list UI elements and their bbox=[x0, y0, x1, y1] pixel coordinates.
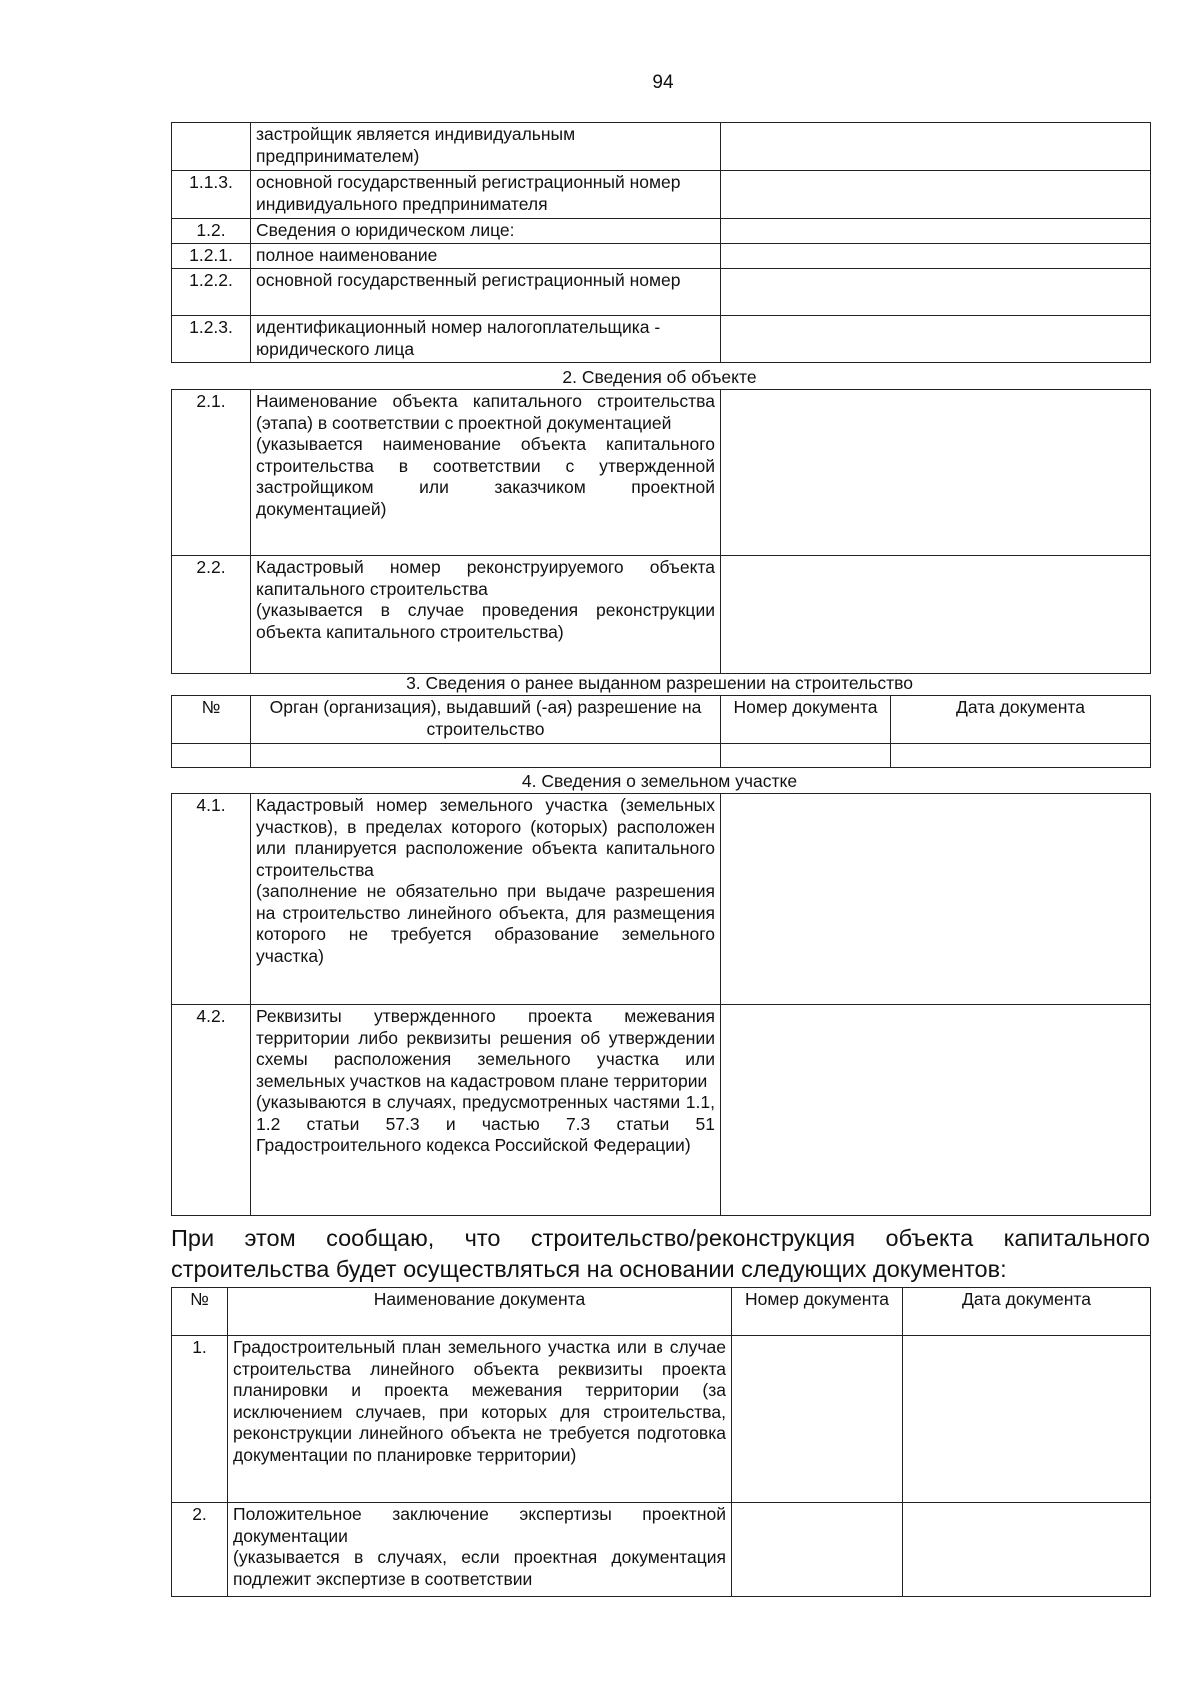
table-row bbox=[172, 1005, 1151, 1216]
section-2-title: 2. Сведения об объекте bbox=[562, 367, 757, 387]
row-value-cell[interactable] bbox=[721, 316, 1151, 363]
row-value-cell[interactable] bbox=[903, 1336, 1151, 1503]
intro-paragraph bbox=[171, 1223, 1150, 1285]
row-number: 2. bbox=[172, 1503, 228, 1597]
row-label bbox=[251, 390, 721, 556]
empty-cell[interactable] bbox=[172, 744, 251, 768]
column-header-number: № bbox=[172, 696, 251, 744]
column-header-organ: Орган (организация), выдавший (-ая) разрешение на строительство bbox=[251, 696, 721, 744]
column-header-doc-number: Номер документа bbox=[732, 1288, 903, 1336]
table-row bbox=[172, 556, 1151, 674]
row-label: застройщик является индивидуальным предпринимателем) bbox=[251, 123, 721, 171]
table-row bbox=[172, 1336, 1151, 1503]
documents-table bbox=[171, 1287, 1151, 1597]
empty-cell[interactable] bbox=[251, 744, 721, 768]
row-label-note: (указывается в случаях, если проектная документация подлежит экспертизе в соответствии bbox=[233, 1547, 726, 1589]
row-label bbox=[251, 556, 721, 674]
row-value-cell[interactable] bbox=[903, 1503, 1151, 1597]
row-label-text: Кадастровый номер реконструируемого объекта капитального строительства bbox=[256, 557, 715, 599]
section-3-title: 3. Сведения о ранее выданном разрешении на строительство bbox=[406, 673, 913, 693]
row-number: 1.2.3. bbox=[172, 316, 251, 363]
row-number: 1.2. bbox=[172, 219, 251, 244]
row-number: 2.1. bbox=[172, 390, 251, 556]
table-header-row bbox=[172, 696, 1151, 744]
row-number: 1. bbox=[172, 1336, 228, 1503]
previous-permit-table bbox=[171, 695, 1151, 768]
empty-cell[interactable] bbox=[721, 744, 891, 768]
column-header-doc-date: Дата документа bbox=[903, 1288, 1151, 1336]
row-value-cell[interactable] bbox=[721, 219, 1151, 244]
table-row bbox=[172, 171, 1151, 219]
row-label-note: (заполнение не обязательно при выдаче разрешения на строительство линейного объекта, для размещения которого не требуется образование земельного участка) bbox=[256, 881, 715, 966]
row-label: идентификационный номер налогоплательщика - юридического лица bbox=[251, 316, 721, 363]
row-label-text: Наименование объекта капитального строительства (этапа) в соответствии с проектной документацией bbox=[256, 391, 715, 433]
empty-cell[interactable] bbox=[891, 744, 1151, 768]
row-label-text: Кадастровый номер земельного участка (земельных участков), в пределах которого (которых) расположен или планируется расположение объекта капитального строительства bbox=[256, 795, 715, 880]
column-header-number: № bbox=[172, 1288, 228, 1336]
row-value-cell[interactable] bbox=[732, 1503, 903, 1597]
row-label-note: (указываются в случаях, предусмотренных частями 1.1, 1.2 статьи 57.3 и частью 7.3 статьи 51 Градостроительного кодекса Российской Федерации) bbox=[256, 1092, 715, 1155]
column-header-name: Наименование документа bbox=[228, 1288, 732, 1336]
table-row bbox=[172, 390, 1151, 556]
row-value-cell[interactable] bbox=[721, 123, 1151, 171]
row-label: Сведения о юридическом лице: bbox=[251, 219, 721, 244]
row-label-text: Реквизиты утвержденного проекта межевания территории либо реквизиты решения об утверждении схемы расположения земельного участка или земельных участков на кадастровом плане территории bbox=[256, 1006, 715, 1091]
row-number: 1.1.3. bbox=[172, 171, 251, 219]
intro-line-1: При этом сообщаю, что строительство/реконструкция объекта капитального bbox=[171, 1225, 1150, 1251]
table-row bbox=[172, 1503, 1151, 1597]
row-value-cell[interactable] bbox=[721, 794, 1151, 1005]
row-label: основной государственный регистрационный номер индивидуального предпринимателя bbox=[251, 171, 721, 219]
row-value-cell[interactable] bbox=[721, 556, 1151, 674]
page-number: 94 bbox=[652, 72, 674, 93]
row-label-note: (указывается наименование объекта капитального строительства в соответствии с утвержденной застройщиком или заказчиком проектной документацией) bbox=[256, 434, 715, 519]
table-header-row bbox=[172, 1288, 1151, 1336]
row-number: 1.2.1. bbox=[172, 244, 251, 269]
column-header-doc-number: Номер документа bbox=[721, 696, 891, 744]
row-value-cell[interactable] bbox=[732, 1336, 903, 1503]
row-number bbox=[172, 123, 251, 171]
row-number: 4.2. bbox=[172, 1005, 251, 1216]
row-value-cell[interactable] bbox=[721, 1005, 1151, 1216]
row-value-cell[interactable] bbox=[721, 244, 1151, 269]
object-info-table bbox=[171, 389, 1151, 674]
intro-line-2: строительства будет осуществляться на основании следующих документов: bbox=[171, 1256, 1007, 1282]
row-label-text: Положительное заключение экспертизы проектной документации bbox=[233, 1504, 726, 1546]
row-value-cell[interactable] bbox=[721, 171, 1151, 219]
row-label-note: (указывается в случае проведения реконструкции объекта капитального строительства) bbox=[256, 600, 715, 642]
column-header-doc-date: Дата документа bbox=[891, 696, 1151, 744]
row-label: основной государственный регистрационный номер bbox=[251, 269, 721, 316]
row-label: полное наименование bbox=[251, 244, 721, 269]
row-value-cell[interactable] bbox=[721, 269, 1151, 316]
table-row bbox=[172, 244, 1151, 269]
table-row bbox=[172, 219, 1151, 244]
table-row bbox=[172, 744, 1151, 768]
section-4-title: 4. Сведения о земельном участке bbox=[521, 771, 798, 791]
table-row bbox=[172, 794, 1151, 1005]
row-label bbox=[228, 1503, 732, 1597]
row-number: 4.1. bbox=[172, 794, 251, 1005]
row-number: 2.2. bbox=[172, 556, 251, 674]
row-value-cell[interactable] bbox=[721, 390, 1151, 556]
row-label bbox=[251, 794, 721, 1005]
table-row bbox=[172, 269, 1151, 316]
table-row bbox=[172, 316, 1151, 363]
row-number: 1.2.2. bbox=[172, 269, 251, 316]
row-label: Градостроительный план земельного участка или в случае строительства линейного объекта реквизиты проекта планировки и проекта межевания территории (за исключением случаев, при которых для строительства, реконструкции линейного объекта не требуется подготовка документации по планировке территории) bbox=[228, 1336, 732, 1503]
table-row bbox=[172, 123, 1151, 171]
row-label bbox=[251, 1005, 721, 1216]
applicant-info-table bbox=[171, 122, 1151, 363]
land-plot-table bbox=[171, 793, 1151, 1216]
